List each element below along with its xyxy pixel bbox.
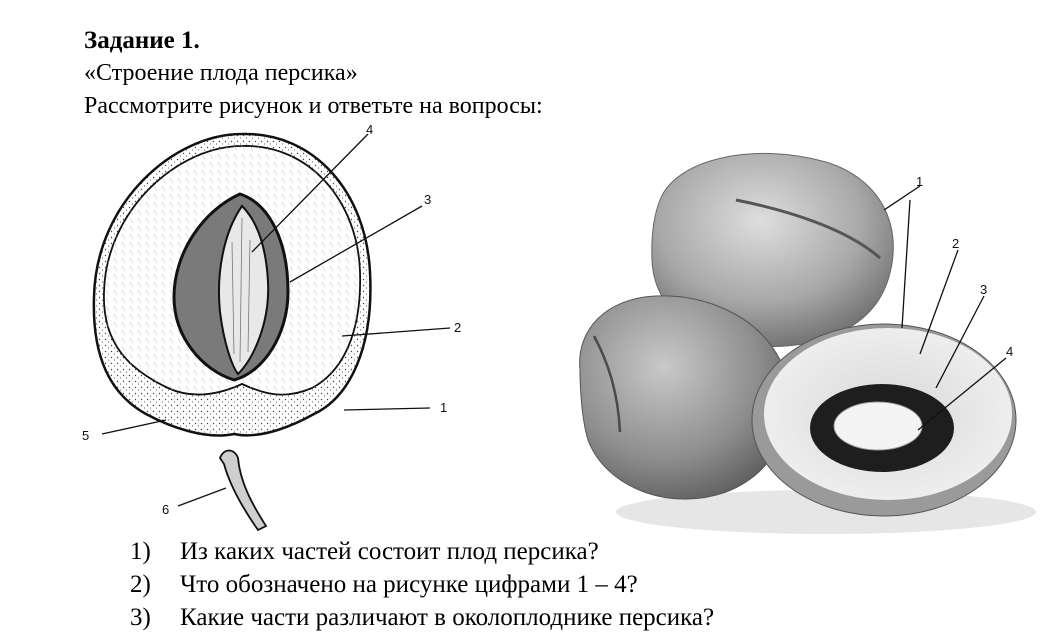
label-2: 2 (952, 236, 960, 251)
question-number: 3) (130, 604, 151, 631)
question-number: 2) (130, 571, 151, 598)
question-text: Из каких частей состоит плод персика? (180, 538, 599, 565)
question-item (130, 568, 714, 601)
task-subtitle: «Строение плода персика» (84, 60, 358, 86)
task-instruction: Рассмотрите рисунок и ответьте на вопросы: (84, 93, 543, 119)
peach-photo-svg (566, 140, 1044, 540)
label-2: 2 (454, 320, 462, 335)
question-item (130, 535, 714, 568)
peach-photo-illustration (566, 140, 1044, 540)
question-list (130, 535, 714, 634)
cut-peach-seed (834, 402, 922, 450)
question-text: Какие части различают в околоплоднике персика? (180, 604, 715, 631)
task-title: Задание 1. (84, 27, 200, 54)
label-3: 3 (980, 282, 988, 297)
label-4: 4 (1006, 344, 1014, 359)
label-3: 3 (424, 192, 432, 207)
question-text: Что обозначено на рисунке цифрами 1 – 4? (180, 571, 638, 598)
peach-section-svg (74, 122, 474, 532)
label-5: 5 (82, 428, 90, 443)
label-4: 4 (366, 122, 374, 137)
label-1: 1 (916, 174, 924, 189)
label-6: 6 (162, 502, 170, 517)
question-item (130, 601, 714, 634)
question-number: 1) (130, 538, 151, 565)
peach-stalk (220, 451, 266, 531)
label-1: 1 (440, 400, 448, 415)
peach-section-drawing (74, 122, 474, 532)
